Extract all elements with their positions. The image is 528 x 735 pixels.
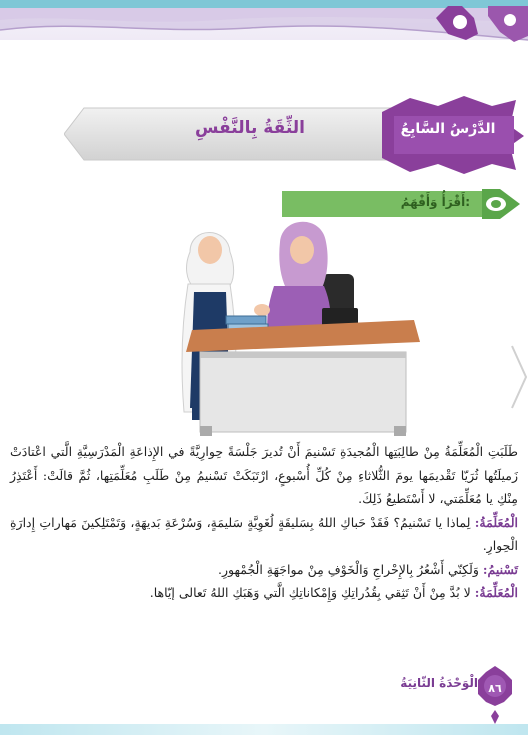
dialogue-text: لِماذا يا تَسْنيمُ؟ فَقَدْ حَباكِ اللهُ بِسَليقَةٍ لُغَوِيَّةٍ سَليمَةٍ، وَسُرْعَةِ بَديهَةٍ، وَتَمْتَلِكينَ مَهاراتِ إِدارَةِ الْحِوارِ. — [10, 514, 518, 553]
dialogue-text: وَلَكِنّي أَشْعُرُ بِالإِحْراجِ وَالْخَوْفِ مِنْ مواجَهَةِ الْجُمْهورِ. — [218, 561, 479, 577]
lesson-title: الثِّقَةُ بِالنَّفْسِ — [195, 118, 305, 138]
dialogue-line — [10, 558, 518, 582]
speaker-label: الْمُعَلِّمَةُ: — [474, 585, 518, 600]
section-label: أَقْرَأُ وَأَفْهَمُ: — [400, 195, 470, 209]
passage — [10, 440, 518, 605]
teacher-figure — [254, 222, 331, 332]
page-number-badge — [478, 666, 512, 724]
bottom-edge — [0, 724, 528, 735]
star-ornament-icon — [418, 6, 528, 66]
page-number: ٨٦ — [488, 682, 502, 695]
chevron-right-icon[interactable] — [508, 342, 528, 412]
teacher-student-illustration — [170, 212, 430, 437]
dialogue-text: لا بُدَّ مِنْ أَنْ تَثِقي بِقُدُراتِكِ وَإِمْكاناتِكِ الَّتي وَهَبَكِ اللهُ تَعالى إيّاها. — [149, 585, 471, 600]
dialogue-line — [10, 581, 518, 605]
lesson-number-label: الدَّرْسُ السَّابِعُ — [400, 121, 496, 137]
dialogue-line — [10, 511, 518, 558]
unit-label: الْوَحْدَةُ الثّانِيَةُ — [400, 676, 478, 690]
passage-intro: طَلَبَتِ الْمُعَلِّمَةُ مِنْ طالِبَتِها الْمُجيدَةِ تَسْنيمَ أَنْ تُديرَ جَلْسَةً حِوارِيَّةً في الإِذاعَةِ الْمَدْرَسِيَّةِ الَّتي اعْتادَتْ زَميلَتُها ثُرَيّا تَقْديمَها يومَ الثُّلاثاءِ مِنْ كُلِّ أُسْبوعٍ، ارْتَبَكَتْ تَسْنيمُ مِنْ طَلَبِ مُعَلِّمَتِها، ثُمَّ قالَتْ: أَعْتَذِرُ مِنْكِ يا مُعَلِّمَتي، لا أَسْتَطيعُ ذَلِكَ. — [10, 444, 518, 506]
speaker-label: الْمُعَلِّمَةُ: — [474, 514, 519, 530]
speaker-label: تَسْنيمُ: — [482, 561, 518, 577]
